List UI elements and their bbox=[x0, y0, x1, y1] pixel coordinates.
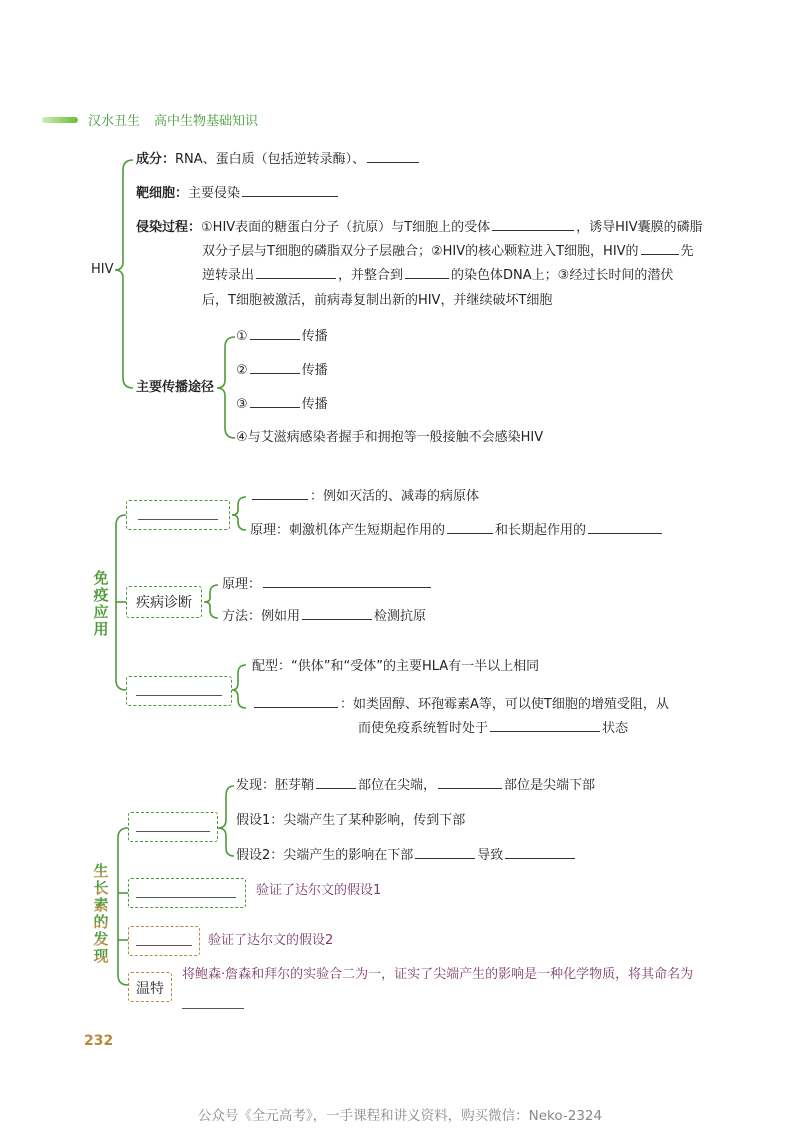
route-suffix: 传播 bbox=[301, 397, 328, 412]
exp1-box-blank bbox=[136, 897, 236, 898]
transplant-box-blank bbox=[136, 695, 222, 696]
route-suffix: 传播 bbox=[301, 363, 328, 378]
infection-text-2: 双分子层与T细胞的磷脂双分子层融合；②HIV的核心颗粒进入T细胞，HIV的 bbox=[202, 244, 639, 259]
route-item-1 bbox=[236, 329, 328, 345]
infection-text-3a: 逆转录出 bbox=[202, 268, 255, 283]
auxin-title-text: 生长素的发现 bbox=[93, 862, 109, 965]
route-num: ③ bbox=[236, 397, 248, 412]
composition-text: RNA、蛋白质（包括逆转录酶）、 bbox=[175, 152, 366, 167]
transplant-text-2: ：如类固醇、环孢霉素A等，可以使T细胞的增殖受阻，从 bbox=[340, 697, 669, 712]
diag-line1 bbox=[222, 577, 433, 593]
auxin-title bbox=[92, 863, 110, 965]
composition-label: 成分： bbox=[136, 152, 176, 167]
transplant-blank-2 bbox=[490, 730, 600, 732]
hiv-infection-line3 bbox=[202, 268, 673, 284]
vaccine-blank bbox=[252, 498, 308, 500]
infection-text-1b: ，诱导HIV囊膜的磷脂 bbox=[576, 220, 703, 235]
diag-text-2b: 检测抗原 bbox=[374, 609, 427, 624]
hiv-infection-line1 bbox=[136, 220, 703, 236]
went-box-label: 温特 bbox=[136, 981, 164, 997]
went-blank bbox=[182, 1008, 244, 1009]
infection-text-1a: ①HIV表面的糖蛋白分子（抗原）与T细胞上的受体 bbox=[201, 220, 491, 235]
page-number: 232 bbox=[84, 1033, 114, 1049]
exp1-box bbox=[128, 878, 246, 908]
went-text: 将鲍森·詹森和拜尔的实验合二为一，证实了尖端产生的影响是一种化学物质，将其命名为 bbox=[182, 967, 694, 982]
darwin-blank-1 bbox=[316, 787, 356, 789]
target-blank bbox=[242, 195, 338, 197]
darwin-text-3a: 假设2：尖端产生的影响在下部 bbox=[236, 848, 414, 863]
header-title: 高中生物基础知识 bbox=[154, 114, 259, 129]
route-blank bbox=[250, 372, 300, 374]
infection-blank-3 bbox=[256, 277, 336, 279]
target-label: 靶细胞： bbox=[136, 186, 189, 201]
infection-text-3c: 的染色体DNA上；③经过长时间的潜伏 bbox=[451, 268, 674, 283]
hiv-infection-line4 bbox=[202, 293, 552, 309]
infection-label: 侵染过程： bbox=[136, 220, 202, 235]
vaccine-line2 bbox=[250, 523, 664, 539]
composition-blank bbox=[367, 161, 419, 163]
transplant-blank bbox=[254, 706, 338, 708]
darwin-text-1b: 部位在尖端， bbox=[358, 778, 437, 793]
route-item-2 bbox=[236, 363, 328, 379]
vaccine-box-blank bbox=[138, 519, 218, 520]
route-label: 主要传播途径 bbox=[136, 380, 215, 395]
transplant-line2 bbox=[252, 697, 669, 713]
infection-text-4: 后，T细胞被激活，前病毒复制出新的HIV，并继续破坏T细胞 bbox=[202, 293, 553, 308]
transplant-line1: 配型：“供体”和“受体”的主要HLA有一半以上相同 bbox=[252, 659, 540, 674]
immune-title: 免疫应用 bbox=[93, 569, 109, 638]
diag-blank-2 bbox=[302, 618, 372, 620]
darwin-box bbox=[128, 812, 218, 842]
darwin-line2: 假设1：尖端产生了某种影响，传到下部 bbox=[236, 813, 466, 828]
exp2-box bbox=[128, 926, 200, 956]
diag-text-2a: 方法：例如用 bbox=[222, 609, 301, 624]
hiv-infection-line2 bbox=[202, 244, 694, 260]
darwin-text-1a: 发现：胚芽鞘 bbox=[236, 778, 315, 793]
infection-text-2b: 先 bbox=[680, 244, 694, 259]
transplant-line3 bbox=[358, 721, 628, 737]
footer-text: 公众号《全元高考》，一手课程和讲义资料，购买微信：Neko-2324 bbox=[197, 1108, 603, 1124]
route-item-4: ④与艾滋病感染者握手和拥抱等一般接触不会感染HIV bbox=[236, 430, 544, 445]
infection-blank-4 bbox=[405, 277, 449, 279]
infection-text-3b: ，并整合到 bbox=[338, 268, 404, 283]
route-suffix: 传播 bbox=[301, 329, 328, 344]
hiv-root: HIV bbox=[91, 262, 114, 277]
route-blank bbox=[250, 406, 300, 408]
vaccine-blank-2 bbox=[447, 532, 493, 534]
diag-line2 bbox=[222, 609, 426, 625]
target-text: 主要侵染 bbox=[188, 186, 241, 201]
darwin-text-3b: 导致 bbox=[477, 848, 504, 863]
vaccine-text-2b: 和长期起作用的 bbox=[495, 523, 587, 538]
darwin-blank-2 bbox=[438, 787, 502, 789]
darwin-blank-3 bbox=[415, 857, 475, 859]
darwin-text-1c: 部位是尖端下部 bbox=[504, 778, 596, 793]
darwin-line1 bbox=[236, 778, 595, 794]
transplant-box bbox=[126, 676, 232, 706]
route-item-3 bbox=[236, 397, 328, 413]
route-num: ① bbox=[236, 329, 248, 344]
infection-blank-2 bbox=[641, 253, 679, 255]
route-num: ② bbox=[236, 363, 248, 378]
route-blank bbox=[250, 338, 300, 340]
darwin-blank-4 bbox=[505, 857, 575, 859]
header-brand: 汉水丑生 bbox=[88, 114, 141, 129]
exp1-text: 验证了达尔文的假设1 bbox=[256, 883, 382, 898]
transplant-text-3b: 状态 bbox=[602, 721, 629, 736]
darwin-box-blank bbox=[136, 831, 210, 832]
infection-blank-1 bbox=[492, 229, 574, 231]
transplant-text-3a: 而使免疫系统暂时处于 bbox=[358, 721, 489, 736]
diag-text-1: 原理： bbox=[222, 577, 262, 592]
diag-blank-1 bbox=[263, 586, 431, 588]
exp2-text: 验证了达尔文的假设2 bbox=[208, 933, 334, 948]
diag-box-label: 疾病诊断 bbox=[136, 595, 192, 611]
darwin-line3 bbox=[236, 848, 577, 864]
hiv-composition bbox=[136, 152, 421, 168]
vaccine-text-1: ：例如灭活的、减毒的病原体 bbox=[310, 489, 480, 504]
vaccine-text-2a: 原理：刺激机体产生短期起作用的 bbox=[250, 523, 446, 538]
hiv-target bbox=[136, 186, 340, 202]
vaccine-blank-3 bbox=[588, 532, 662, 534]
vaccine-box bbox=[126, 500, 230, 530]
vaccine-line1 bbox=[250, 489, 479, 505]
exp2-box-blank bbox=[136, 945, 192, 946]
